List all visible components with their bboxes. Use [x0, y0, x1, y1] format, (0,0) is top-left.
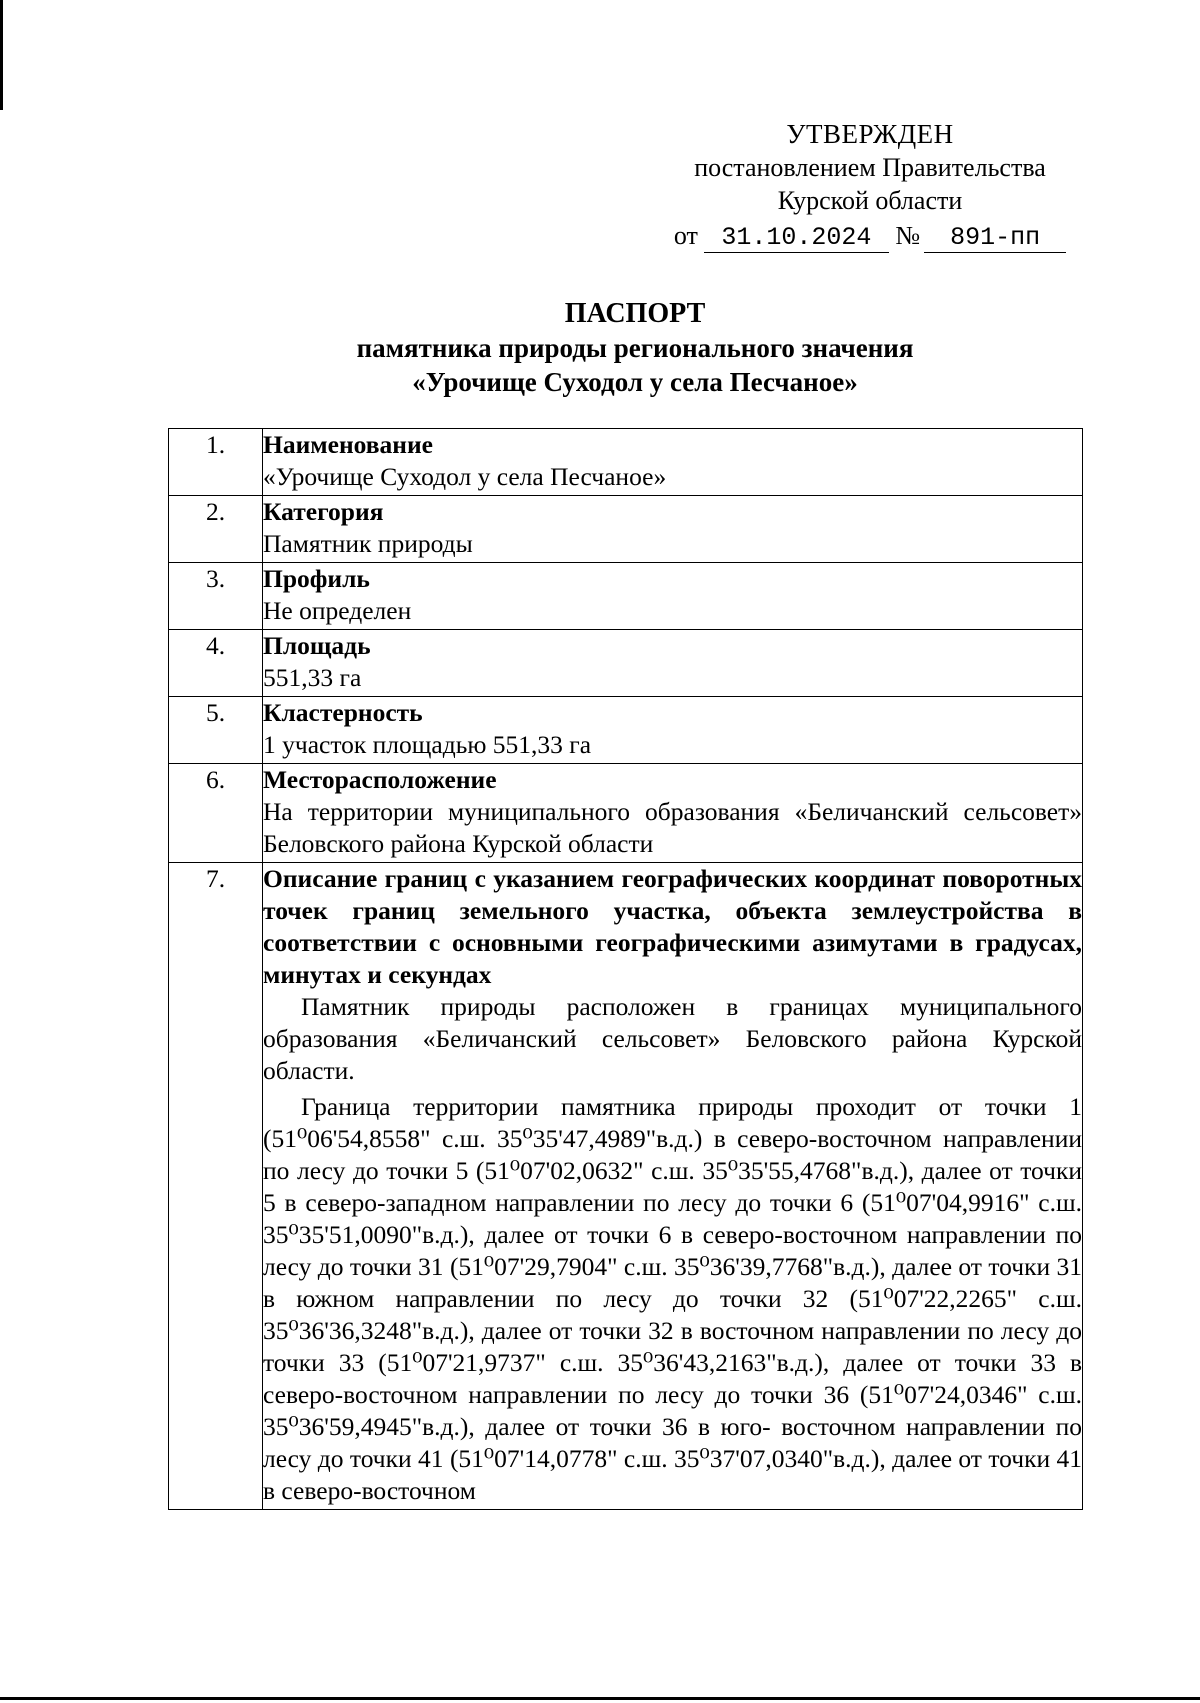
approval-heading: УТВЕРЖДЕН	[786, 119, 954, 149]
approval-number: 891-пп	[924, 224, 1066, 253]
field-title: Описание границ с указанием географических координат поворотных точек границ земельного участка, объекта землеустройства в соответствии с основными географическими азимутами в градусах, минутах и секундах	[263, 864, 1082, 989]
scan-edge-left	[0, 0, 3, 110]
field-value: Памятник природы	[263, 529, 473, 558]
approval-date: 31.10.2024	[704, 224, 889, 253]
row-number: 6.	[169, 764, 263, 863]
field-title: Площадь	[263, 631, 371, 660]
row-number: 7.	[169, 863, 263, 1510]
row-content	[263, 697, 1083, 764]
table-row	[169, 863, 1083, 1510]
field-title: Кластерность	[263, 698, 423, 727]
boundary-paragraph-location: Памятник природы расположен в границах муниципального образования «Беличанский сельсовет» Беловского района Курской области.	[263, 992, 1082, 1085]
title-subtitle: памятника природы регионального значения	[356, 333, 914, 363]
table-row	[169, 697, 1083, 764]
number-prefix: №	[895, 221, 921, 250]
field-value: На территории муниципального образования «Беличанский сельсовет» Беловского района Курской области	[263, 797, 1082, 858]
row-content	[263, 630, 1083, 697]
row-content	[263, 863, 1083, 1510]
row-number: 3.	[169, 563, 263, 630]
field-value: 1 участок площадью 551,33 га	[263, 730, 592, 759]
passport-table	[168, 428, 1083, 1510]
table-row	[169, 429, 1083, 496]
row-content	[263, 429, 1083, 496]
approval-region: Курской области	[777, 186, 963, 215]
table-row	[169, 496, 1083, 563]
row-number: 2.	[169, 496, 263, 563]
field-value: 551,33 га	[263, 663, 362, 692]
approval-date-line	[660, 219, 1080, 253]
row-content	[263, 496, 1083, 563]
field-value: Не определен	[263, 596, 412, 625]
approval-stamp	[660, 118, 1080, 253]
scan-edge-bottom	[0, 1697, 1200, 1700]
field-value: «Урочище Суходол у села Песчаное»	[263, 462, 667, 491]
approval-issuer: постановлением Правительства	[694, 153, 1046, 182]
field-title: Наименование	[263, 430, 433, 459]
row-number: 1.	[169, 429, 263, 496]
row-content	[263, 764, 1083, 863]
boundary-paragraph-coordinates: Граница территории памятника природы проходит от точки 1 (51⁰06'54,8558" с.ш. 35⁰35'47,4989"в.д.) в северо-восточном направлении по лесу до точки 5 (51⁰07'02,0632" с.ш. 35⁰35'55,4768"в.д.), далее от точки 5 в северо-западном направлении по лесу до точки 6 (51⁰07'04,9916" с.ш. 35⁰35'51,0090"в.д.), далее от точки 6 в северо-восточном направлении по лесу до точки 31 (51⁰07'29,7904" с.ш. 35⁰36'39,7768"в.д.), далее от точки 31 в южном направлении по лесу до точки 32 (51⁰07'22,2265" с.ш. 35⁰36'36,3248"в.д.), далее от точки 32 в восточном направлении по лесу до точки 33 (51⁰07'21,9737" с.ш. 35⁰36'43,2163"в.д.), далее от точки 33 в северо-восточном направлении по лесу до точки 36 (51⁰07'24,0346" с.ш. 35⁰36'59,4945"в.д.), далее от точки 36 в юго- восточном направлении по лесу до точки 41 (51⁰07'14,0778" с.ш. 35⁰37'07,0340"в.д.), далее от точки 41 в северо-восточном	[263, 1092, 1082, 1505]
title-passport: ПАСПОРТ	[564, 298, 706, 329]
date-prefix: от	[673, 221, 698, 250]
row-number: 5.	[169, 697, 263, 764]
table-row	[169, 630, 1083, 697]
document-title	[160, 297, 1110, 399]
field-title: Профиль	[263, 564, 370, 593]
title-object-name: «Урочище Суходол у села Песчаное»	[412, 367, 858, 397]
table-row	[169, 563, 1083, 630]
row-content	[263, 563, 1083, 630]
row-number: 4.	[169, 630, 263, 697]
field-title: Месторасположение	[263, 765, 497, 794]
table-row	[169, 764, 1083, 863]
field-title: Категория	[263, 497, 384, 526]
